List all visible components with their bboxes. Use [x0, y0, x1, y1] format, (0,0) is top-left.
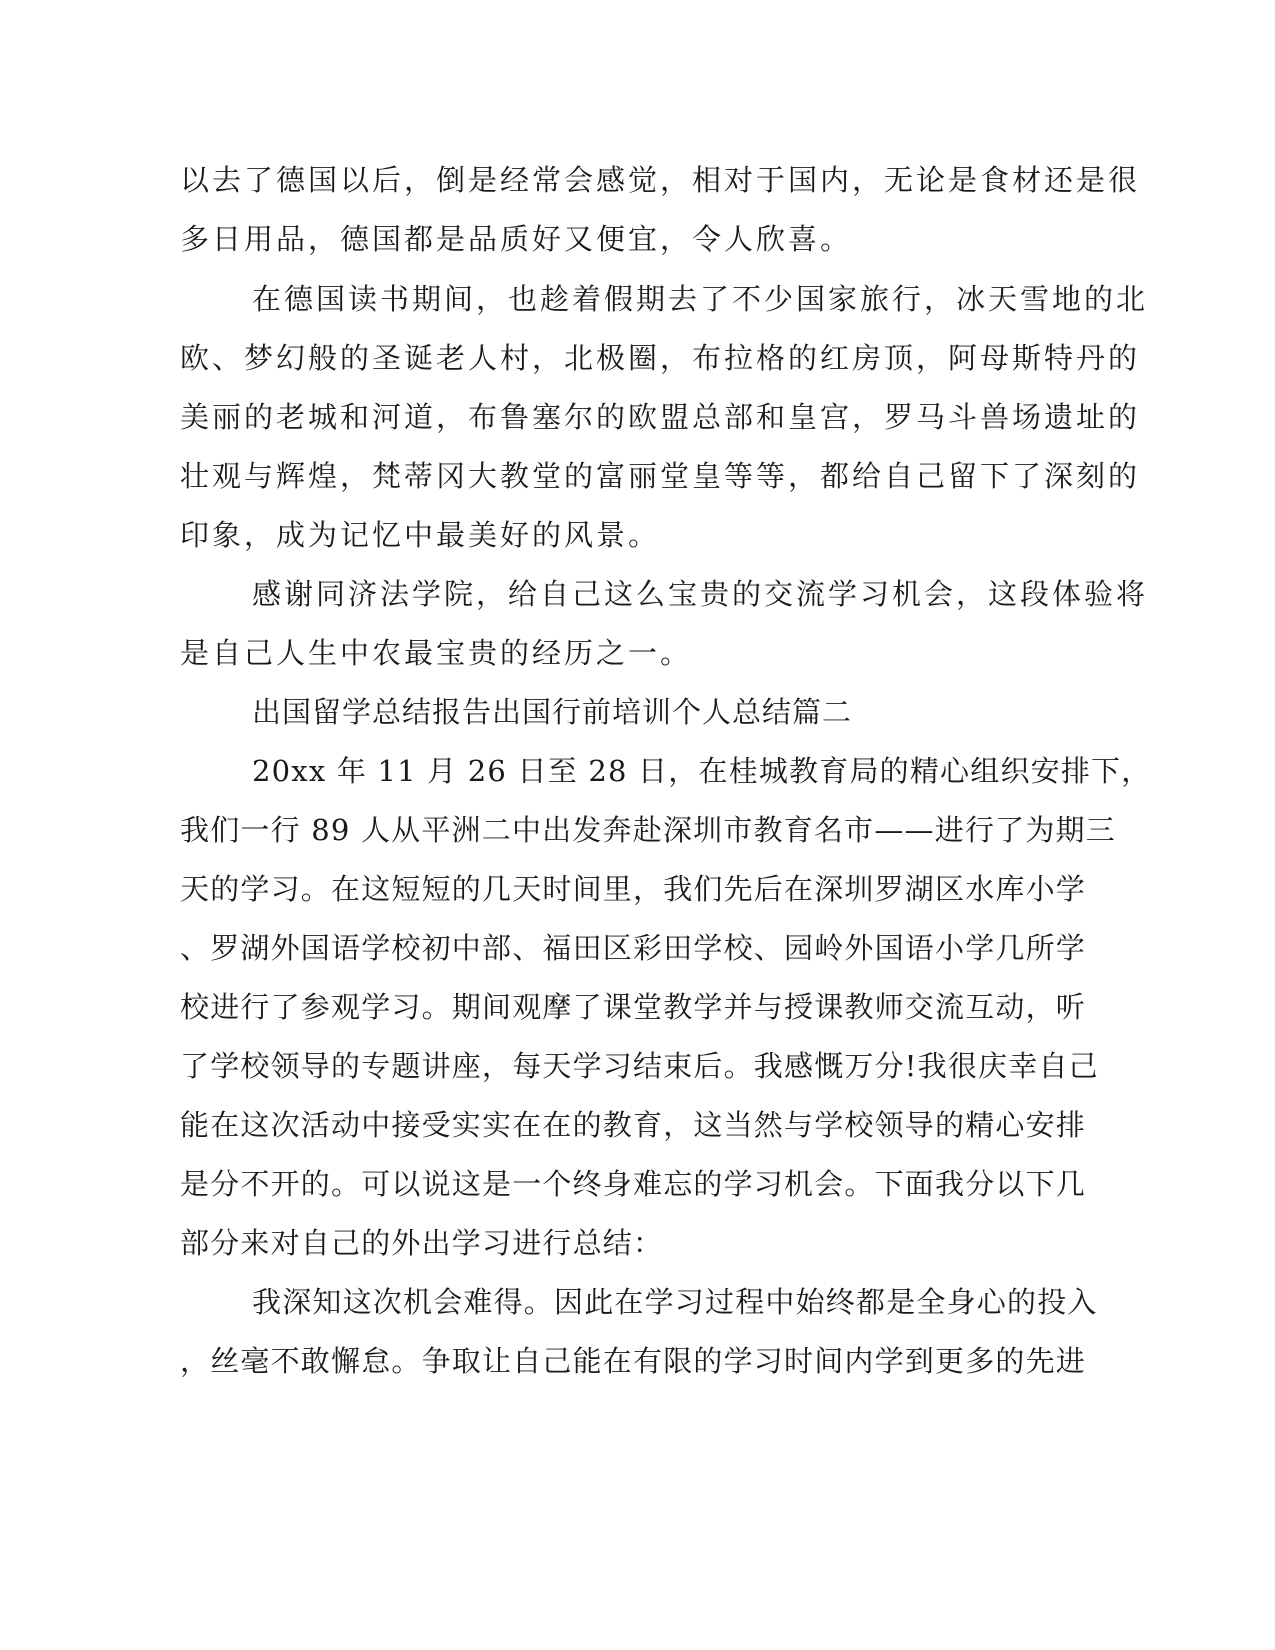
text-line-7: 印象，成为记忆中最美好的风景。: [180, 518, 661, 552]
text-line-12: 我们一行 89 人从平洲二中出发奔赴深圳市教育名市——进行了为期三: [180, 813, 1116, 847]
text-line-19: 部分来对自己的外出学习进行总结：: [180, 1226, 664, 1260]
text-line-15: 校进行了参观学习。期间观摩了课堂教学并与授课教师交流互动，听: [180, 990, 1087, 1024]
text-line-16: 了学校领导的专题讲座，每天学习结束后。我感慨万分!我很庆幸自己: [180, 1049, 1099, 1083]
text-line-18: 是分不开的。可以说这是一个终身难忘的学习机会。下面我分以下几: [180, 1167, 1087, 1201]
text-line-5: 美丽的老城和河道，布鲁塞尔的欧盟总部和皇宫，罗马斗兽场遗址的: [180, 400, 1141, 434]
text-line-9: 是自己人生中农最宝贵的经历之一。: [180, 636, 693, 670]
text-line-4: 欧、梦幻般的圣诞老人村，北极圈，布拉格的红房顶，阿母斯特丹的: [180, 341, 1141, 375]
text-line-8: 感谢同济法学院，给自己这么宝贵的交流学习机会，这段体验将: [252, 577, 1149, 611]
text-line-20: 我深知这次机会难得。因此在学习过程中始终都是全身心的投入: [252, 1285, 1098, 1319]
text-line-1: 以去了德国以后，倒是经常会感觉，相对于国内，无论是食材还是很: [180, 163, 1141, 197]
text-line-17: 能在这次活动中接受实实在在的教育，这当然与学校领导的精心安排: [180, 1108, 1087, 1142]
text-line-3: 在德国读书期间，也趁着假期去了不少国家旅行，冰天雪地的北: [252, 282, 1149, 316]
text-line-14: 、罗湖外国语学校初中部、福田区彩田学校、园岭外国语小学几所学: [180, 931, 1087, 965]
text-line-2: 多日用品，德国都是品质好又便宜，令人欣喜。: [180, 222, 853, 256]
text-line-6: 壮观与辉煌，梵蒂冈大教堂的富丽堂皇等等，都给自己留下了深刻的: [180, 459, 1141, 493]
text-line-13: 天的学习。在这短短的几天时间里，我们先后在深圳罗湖区水库小学: [180, 872, 1087, 906]
section-heading: 出国留学总结报告出国行前培训个人总结篇二: [252, 695, 853, 729]
text-line-21: ，丝毫不敢懈怠。争取让自己能在有限的学习时间内学到更多的先进: [180, 1344, 1087, 1378]
text-line-11: 20xx 年 11 月 26 日至 28 日，在桂城教育局的精心组织安排下，: [252, 754, 1152, 788]
